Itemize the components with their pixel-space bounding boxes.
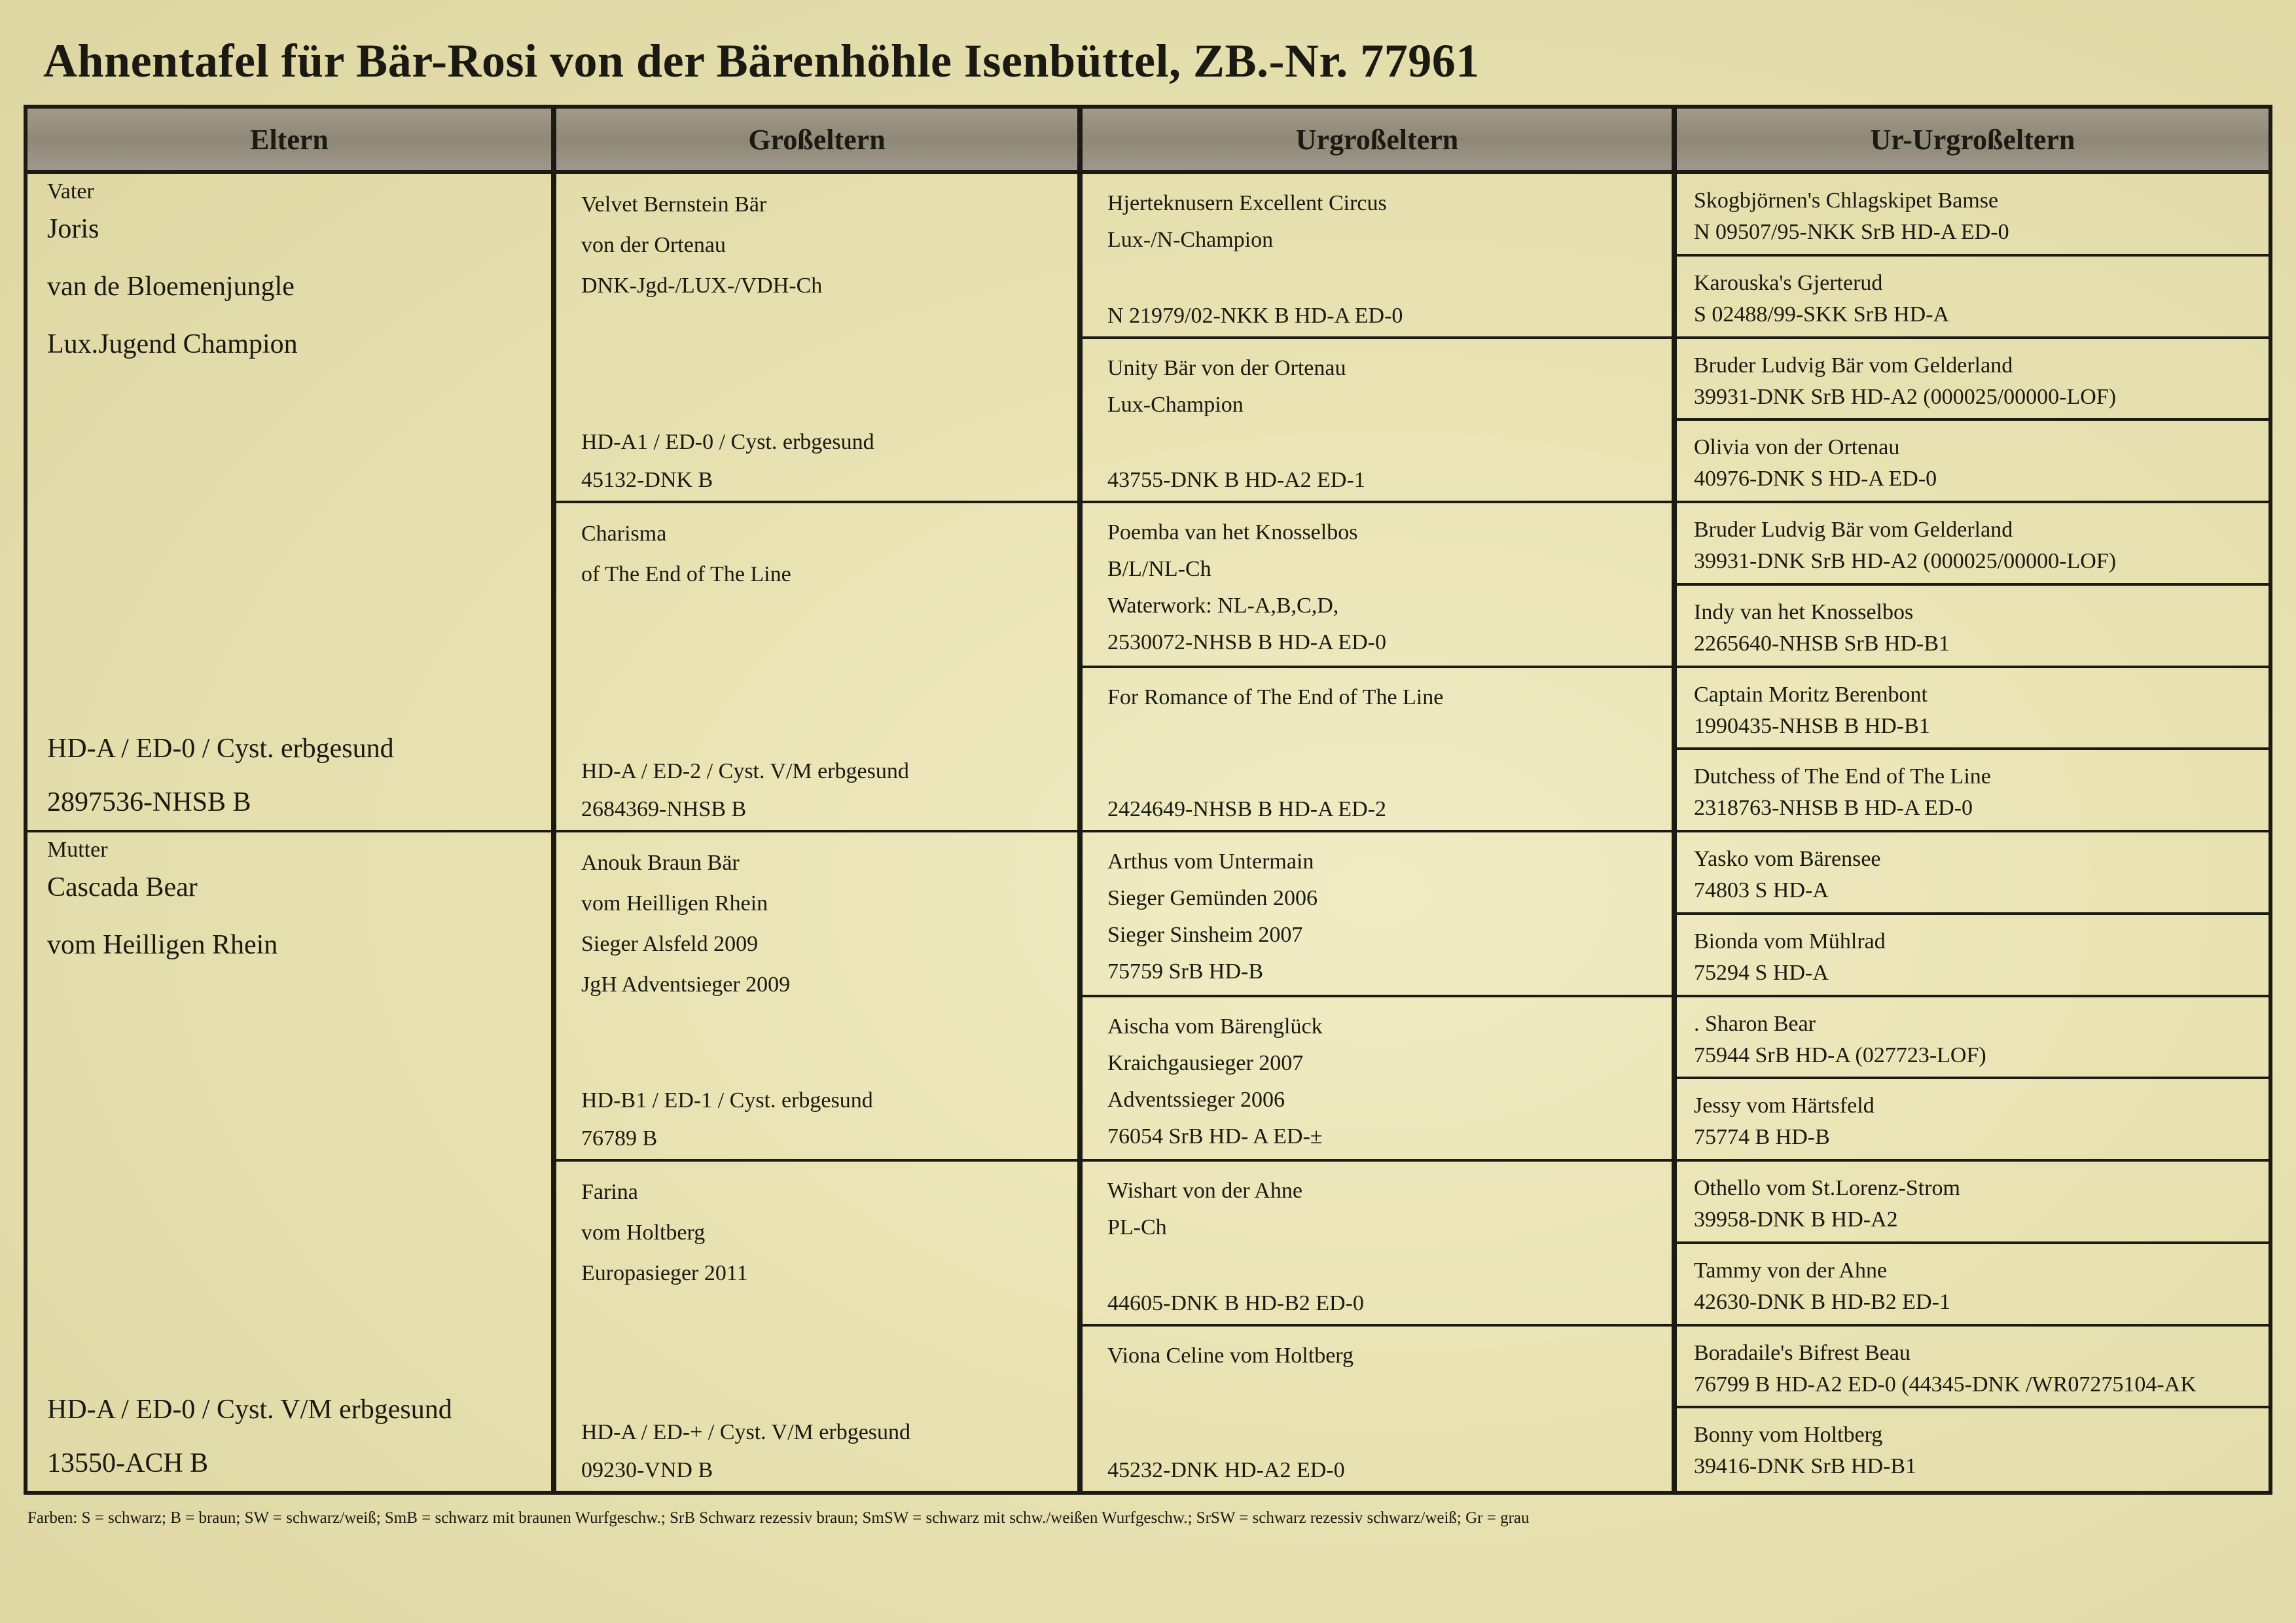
great-grandparent-line: Lux-Champion xyxy=(1107,392,1244,417)
great-great-grandparent-cell xyxy=(1677,1079,2269,1162)
great-great-grandparent-cell xyxy=(1677,997,2269,1080)
great-great-grandparent-info: 39931-DNK SrB HD-A2 (000025/00000-LOF) xyxy=(1694,384,2117,409)
parent-name-line: Joris xyxy=(47,214,99,244)
great-grandparent-line: Kraichgausieger 2007 xyxy=(1107,1050,1304,1075)
great-great-grandparent-cell xyxy=(1677,1162,2269,1244)
grandparent-cell xyxy=(556,503,1083,832)
great-grandparent-cell xyxy=(1083,503,1677,668)
great-grandparent-line: For Romance of The End of The Line xyxy=(1107,685,1444,709)
great-grandparent-cell xyxy=(1083,668,1677,833)
grandparent-name-line: Farina xyxy=(581,1180,638,1204)
grandparent-cell xyxy=(556,832,1083,1162)
great-great-grandparent-info: 2318763-NHSB B HD-A ED-0 xyxy=(1694,796,1973,821)
great-great-grandparent-name: Olivia von der Ortenau xyxy=(1694,435,1900,460)
great-grandparent-line: Hjerteknusern Excellent Circus xyxy=(1107,191,1387,215)
page-title: Ahnentafel für Bär-Rosi von der Bärenhöhle Isenbüttel, ZB.-Nr. 77961 xyxy=(43,35,1480,87)
grandparent-name-line: vom Holtberg xyxy=(581,1221,706,1245)
grandparent-name-line: Charisma xyxy=(581,522,667,546)
great-great-grandparent-info: 2265640-NHSB SrB HD-B1 xyxy=(1694,631,1950,656)
great-grandparent-line: Wishart von der Ahne xyxy=(1107,1179,1302,1203)
great-great-grandparent-cell xyxy=(1677,1327,2269,1409)
great-grandparent-line: Viona Celine vom Holtberg xyxy=(1107,1343,1354,1368)
great-grandparent-line: Waterwork: NL-A,B,C,D, xyxy=(1107,594,1339,618)
parent-role-label: Mutter xyxy=(47,838,108,862)
parent-name-line: vom Heilligen Rhein xyxy=(47,930,278,960)
great-great-grandparent-name: Karouska's Gjerterud xyxy=(1694,270,1883,295)
great-great-grandparent-info: 74803 S HD-A xyxy=(1694,878,1829,902)
grandparent-health-line: 09230-VND B xyxy=(581,1458,713,1482)
great-great-grandparent-cell xyxy=(1677,174,2269,257)
grandparent-health-line: 2684369-NHSB B xyxy=(581,797,747,821)
grandparent-name-line: JgH Adventsieger 2009 xyxy=(581,972,791,997)
great-grandparent-line: Arthus vom Untermain xyxy=(1107,849,1314,874)
great-grandparent-cell xyxy=(1083,339,1677,504)
color-legend: Farben: S = schwarz; B = braun; SW = schwarz/weiß; SmB = schwarz mit braunen Wurfgeschw.; SrB Schwarz rezessiv braun; SmSW = schwarz mit schw./weißen Wurfgeschw.; SrSW = schwarz rezessiv schwarz/weiß; Gr = grau xyxy=(27,1509,1530,1527)
great-great-grandparent-cell xyxy=(1677,1408,2269,1491)
great-great-grandparent-cell xyxy=(1677,668,2269,751)
great-great-grandparent-cell xyxy=(1677,1244,2269,1327)
great-grandparent-line: 76054 SrB HD- A ED-± xyxy=(1107,1124,1323,1149)
great-great-grandparent-info: 75944 SrB HD-A (027723-LOF) xyxy=(1694,1043,1986,1067)
great-great-grandparent-name: Bruder Ludvig Bär vom Gelderland xyxy=(1694,518,2013,542)
header-eltern: Eltern xyxy=(27,109,556,174)
parent-health-line: HD-A / ED-0 / Cyst. V/M erbgesund xyxy=(47,1395,452,1425)
great-great-grandparent-name: Bonny vom Holtberg xyxy=(1694,1423,1883,1448)
great-great-grandparent-info: N 09507/95-NKK SrB HD-A ED-0 xyxy=(1694,220,2009,244)
great-great-grandparent-name: Skogbjörnen's Chlagskipet Bamse xyxy=(1694,188,1999,213)
grandparent-name-line: Velvet Bernstein Bär xyxy=(581,192,767,217)
parent-health-line: 2897536-NHSB B xyxy=(47,787,251,817)
grandparent-cell xyxy=(556,174,1083,503)
great-grandparent-registration: 44605-DNK B HD-B2 ED-0 xyxy=(1107,1291,1364,1315)
great-great-grandparent-info: 76799 B HD-A2 ED-0 (44345-DNK /WR07275104-AK xyxy=(1694,1372,2197,1397)
parent-health-line: 13550-ACH B xyxy=(47,1448,209,1478)
grandparent-name-line: DNK-Jgd-/LUX-/VDH-Ch xyxy=(581,274,823,298)
grandparent-name-line: von der Ortenau xyxy=(581,233,726,257)
great-grandparent-registration: 45232-DNK HD-A2 ED-0 xyxy=(1107,1458,1345,1482)
great-grandparent-line: Unity Bär von der Ortenau xyxy=(1107,355,1346,380)
great-great-grandparent-info: 39958-DNK B HD-A2 xyxy=(1694,1207,1898,1232)
grandparent-name-line: Anouk Braun Bär xyxy=(581,851,740,875)
great-great-grandparent-name: Yasko vom Bärensee xyxy=(1694,847,1881,871)
great-great-grandparent-cell xyxy=(1677,750,2269,832)
grandparent-name-line: Sieger Alsfeld 2009 xyxy=(581,932,759,956)
grandparent-name-line: of The End of The Line xyxy=(581,562,791,586)
header-ur-urgrosseltern: Ur-Urgroßeltern xyxy=(1677,109,2269,174)
great-great-grandparent-name: Jessy vom Härtsfeld xyxy=(1694,1094,1874,1118)
great-grandparent-cell xyxy=(1083,1162,1677,1327)
grandparent-health-line: HD-A1 / ED-0 / Cyst. erbgesund xyxy=(581,430,874,454)
great-great-grandparent-cell xyxy=(1677,586,2269,668)
great-great-grandparent-cell xyxy=(1677,915,2269,997)
great-grandparent-line: Sieger Gemünden 2006 xyxy=(1107,886,1318,910)
great-grandparent-line: 75759 SrB HD-B xyxy=(1107,959,1264,984)
great-grandparent-line: PL-Ch xyxy=(1107,1215,1167,1240)
great-grandparent-registration: 43755-DNK B HD-A2 ED-1 xyxy=(1107,468,1365,492)
great-great-grandparent-info: 75774 B HD-B xyxy=(1694,1125,1830,1150)
great-grandparent-line: Poemba van het Knosselbos xyxy=(1107,520,1358,544)
great-great-grandparent-cell xyxy=(1677,421,2269,503)
parent-name-line: Lux.Jugend Champion xyxy=(47,329,298,359)
great-grandparent-line: Aischa vom Bärenglück xyxy=(1107,1014,1323,1039)
great-great-grandparent-name: Bruder Ludvig Bär vom Gelderland xyxy=(1694,353,2013,378)
great-great-grandparent-name: . Sharon Bear xyxy=(1694,1011,1816,1036)
parent-name-line: van de Bloemenjungle xyxy=(47,272,295,302)
header-urgrosseltern: Urgroßeltern xyxy=(1083,109,1677,174)
great-grandparent-cell xyxy=(1083,997,1677,1162)
great-great-grandparent-name: Tammy von der Ahne xyxy=(1694,1258,1888,1283)
grandparent-cell xyxy=(556,1162,1083,1491)
great-great-grandparent-name: Dutchess of The End of The Line xyxy=(1694,764,1991,789)
great-grandparent-line: B/L/NL-Ch xyxy=(1107,557,1211,581)
great-grandparent-line: 2530072-NHSB B HD-A ED-0 xyxy=(1107,630,1386,654)
great-grandparent-registration: N 21979/02-NKK B HD-A ED-0 xyxy=(1107,303,1403,328)
great-grandparent-registration: 2424649-NHSB B HD-A ED-2 xyxy=(1107,797,1386,821)
great-great-grandparent-name: Boradaile's Bifrest Beau xyxy=(1694,1340,1910,1365)
great-grandparent-line: Sieger Sinsheim 2007 xyxy=(1107,923,1303,947)
parent-role-label: Vater xyxy=(47,179,94,204)
great-great-grandparent-name: Captain Moritz Berenbont xyxy=(1694,682,1928,707)
great-grandparent-cell xyxy=(1083,832,1677,997)
header-grosseltern: Großeltern xyxy=(556,109,1083,174)
great-great-grandparent-info: 1990435-NHSB B HD-B1 xyxy=(1694,713,1930,738)
great-great-grandparent-name: Othello vom St.Lorenz-Strom xyxy=(1694,1176,1961,1200)
parent-name-line: Cascada Bear xyxy=(47,872,198,902)
grandparent-health-line: 45132-DNK B xyxy=(581,468,713,492)
great-grandparent-line: Lux-/N-Champion xyxy=(1107,228,1274,252)
great-great-grandparent-info: 39931-DNK SrB HD-A2 (000025/00000-LOF) xyxy=(1694,549,2117,573)
great-great-grandparent-cell xyxy=(1677,257,2269,339)
great-great-grandparent-cell xyxy=(1677,503,2269,586)
great-grandparent-cell xyxy=(1083,174,1677,339)
great-great-grandparent-info: 40976-DNK S HD-A ED-0 xyxy=(1694,467,1937,491)
grandparent-name-line: Europasieger 2011 xyxy=(581,1261,748,1285)
great-grandparent-cell xyxy=(1083,1327,1677,1491)
parent-health-line: HD-A / ED-0 / Cyst. erbgesund xyxy=(47,734,394,764)
great-great-grandparent-cell xyxy=(1677,339,2269,421)
great-great-grandparent-info: 75294 S HD-A xyxy=(1694,960,1829,985)
grandparent-name-line: vom Heilligen Rhein xyxy=(581,891,768,916)
great-grandparent-line: Adventssieger 2006 xyxy=(1107,1087,1285,1112)
parent-cell xyxy=(27,174,556,832)
great-great-grandparent-cell xyxy=(1677,832,2269,915)
pedigree-table xyxy=(24,105,2272,1495)
parent-cell xyxy=(27,832,556,1491)
great-great-grandparent-info: 39416-DNK SrB HD-B1 xyxy=(1694,1454,1916,1479)
grandparent-health-line: HD-A / ED-+ / Cyst. V/M erbgesund xyxy=(581,1420,911,1444)
great-great-grandparent-name: Bionda vom Mühlrad xyxy=(1694,929,1886,954)
grandparent-health-line: 76789 B xyxy=(581,1126,658,1150)
great-great-grandparent-name: Indy van het Knosselbos xyxy=(1694,599,1914,624)
grandparent-health-line: HD-A / ED-2 / Cyst. V/M erbgesund xyxy=(581,759,909,783)
great-great-grandparent-info: 42630-DNK B HD-B2 ED-1 xyxy=(1694,1289,1950,1314)
grandparent-health-line: HD-B1 / ED-1 / Cyst. erbgesund xyxy=(581,1088,873,1113)
great-great-grandparent-info: S 02488/99-SKK SrB HD-A xyxy=(1694,302,1950,327)
